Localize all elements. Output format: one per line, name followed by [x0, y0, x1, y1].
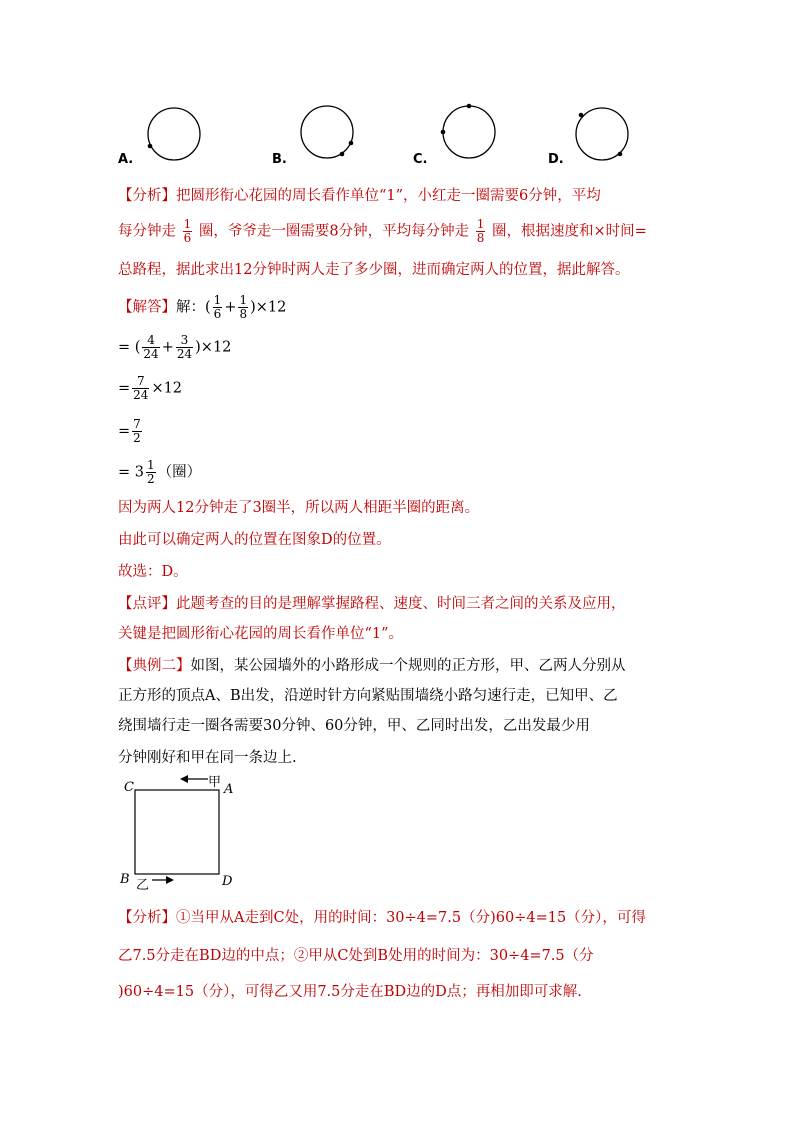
jia-label: 甲 [208, 775, 222, 790]
solution-step4: = $\frac{7}{2}$ [118, 417, 141, 445]
analysis1-line1: 【分析】把圆形衔心花园的周长看作单位“1”，小红走一圈需要6分钟，平均 [118, 188, 601, 204]
option-b-circle [298, 104, 356, 160]
solution-reason1: 因为两人12分钟走了3圈半，所以两人相距半圈的距离。 [118, 500, 480, 516]
solution-step2: = ( $\frac{4}{24}$ + $\frac{3}{24}$ )×12 [118, 333, 232, 361]
example2-line4: 分钟刚好和甲在同一条边上. [118, 750, 297, 766]
vertex-d-label: D [222, 874, 233, 889]
solution-reason2: 由此可以确定两人的位置在图象D的位置。 [118, 532, 391, 548]
analysis2-line1: 【分析】①当甲从A走到C处，用的时间：30÷4=7.5（分)60÷4=15（分），可得 [118, 910, 646, 926]
analysis1-line3: 总路程，据此求出12分钟时两人走了多少圈，进而确定两人的位置，据此解答。 [118, 262, 630, 278]
fraction: $\frac{1}{2}$ [146, 458, 155, 486]
solution-answer: 故选：D。 [118, 564, 188, 580]
option-c-circle [440, 104, 498, 160]
option-a-label: A. [118, 152, 134, 167]
fraction: $\frac{1}{6}$ [213, 293, 222, 321]
fraction: $\frac{1}{6}$ [183, 217, 192, 245]
fraction: $\frac{4}{24}$ [143, 333, 159, 361]
option-a-circle [145, 106, 203, 162]
solution-step3: = $\frac{7}{24}$ ×12 [118, 374, 183, 402]
yi-label: 乙 [136, 878, 150, 893]
fraction: $\frac{7}{2}$ [133, 417, 141, 445]
fraction: $\frac{3}{24}$ [176, 333, 193, 361]
fraction: $\frac{1}{8}$ [239, 293, 248, 321]
vertex-a-label: A [224, 782, 234, 797]
comment-line2: 关键是把圆形衔心花园的周长看作单位“1”。 [118, 626, 404, 642]
fraction: $\frac{7}{24}$ [133, 374, 149, 402]
analysis-tag: 【分析】 [118, 188, 176, 204]
analysis2-tag: 【分析】 [118, 910, 176, 926]
fraction: $\frac{1}{8}$ [476, 217, 485, 245]
comment-tag: 【点评】 [118, 596, 176, 612]
example2-line3: 绕围墙行走一圈各需要30分钟、60分钟，甲、乙同时出发，乙出发最少用 [118, 718, 590, 734]
comment-line1: 【点评】此题考查的目的是理解掌握路程、速度、时间三者之间的关系及应用， [118, 596, 626, 612]
solution-line1: 【解答】解：( $\frac{1}{6}$ + $\frac{1}{8}$ )×12 [118, 293, 287, 321]
solution-step5: = 3 $\frac{1}{2}$ （圈） [118, 458, 202, 486]
vertex-c-label: C [124, 780, 134, 795]
example2-line2: 正方形的顶点A、B出发，沿逆时针方向紧贴围墙绕小路匀速行走，已知甲、乙 [118, 688, 618, 704]
option-b-label: B. [272, 152, 287, 167]
analysis2-line3: )60÷4=15（分），可得乙又用7.5分走在BD边的D点；再相加即可求解. [118, 984, 582, 1000]
example2-line1: 【典例二】如图，某公园墙外的小路形成一个规则的正方形，甲、乙两人分别从 [118, 658, 626, 674]
option-d-circle [573, 106, 631, 162]
example2-tag: 【典例二】 [118, 658, 191, 674]
option-d-label: D. [548, 152, 564, 167]
solution-tag: 【解答】 [118, 299, 176, 316]
vertex-b-label: B [120, 872, 130, 887]
analysis2-line2: 乙7.5分走在BD边的中点；②甲从C处到B处用的时间为：30÷4=7.5（分 [118, 948, 594, 964]
option-c-label: C. [413, 152, 428, 167]
analysis1-line2: 每分钟走 $\frac{1}{6}$ 圈，爷爷走一圈需要8分钟，平均每分钟走 $\frac{1}{8}$ 圈，根据速度和×时间= [118, 217, 647, 245]
